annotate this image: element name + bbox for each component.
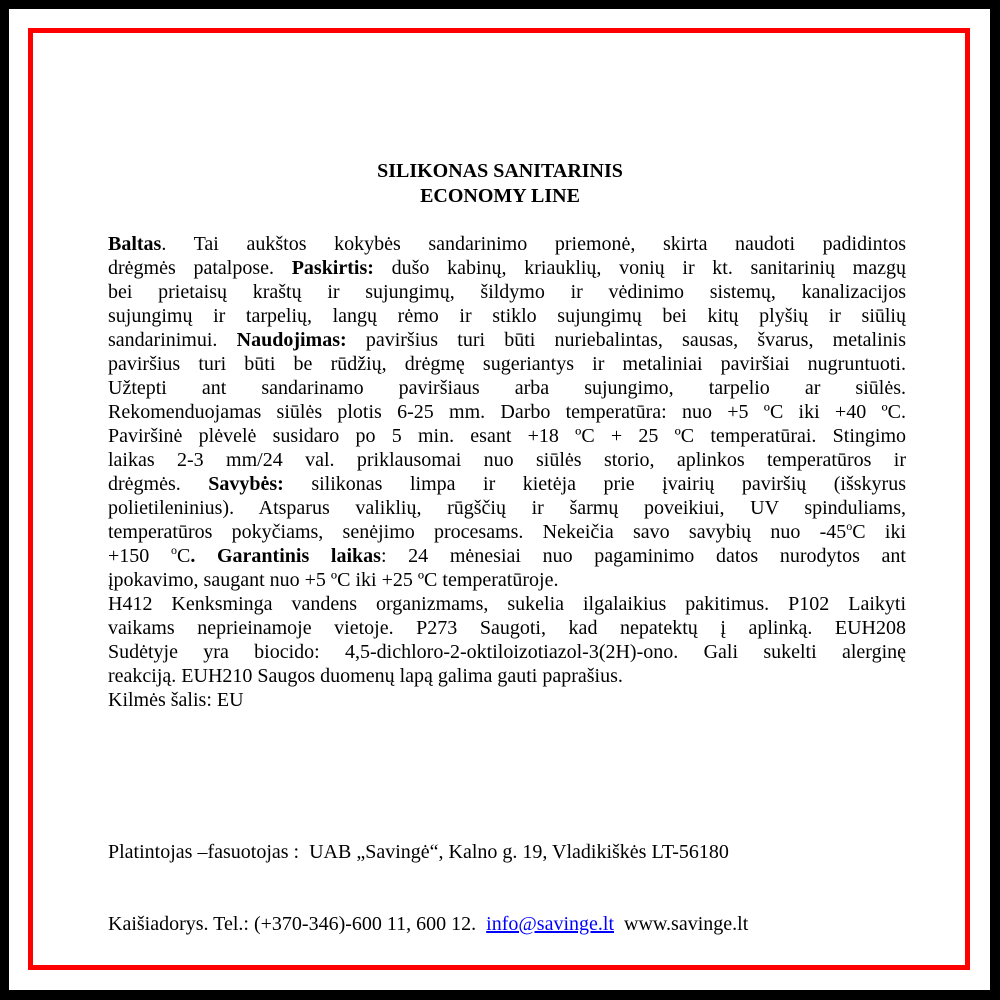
text-run: paviršius turi būti be rūdžių, drėgmę sugeriantys ir metaliniai paviršiai nugruntuoti. [108, 353, 906, 375]
email-link[interactable]: info@savinge.lt [486, 913, 615, 935]
product-title: SILIKONAS SANITARINIS [377, 160, 623, 182]
text-run: sujungimų ir tarpelių, langų rėmo ir stiklo sujungimų bei kitų plyšių ir siūlių [108, 305, 906, 327]
distributor-info [108, 792, 748, 960]
text-run: : 24 mėnesiai nuo pagaminimo datos nurodytos ant [380, 545, 906, 567]
text-run: drėgmės. [108, 473, 209, 495]
text-line [108, 544, 906, 568]
text-run: Sudėtyje yra biocido: 4,5-dichloro-2-oktiloizotiazol-3(2H)-ono. Gali sukelti alerginę [108, 641, 906, 663]
text-run: įpokavimo, saugant nuo +5 ºC iki +25 ºC temperatūroje. [108, 569, 559, 591]
text-line [108, 448, 906, 472]
text-run: H412 Kenksminga vandens organizmams, sukelia ilgalaikius pakitimus. P102 Laikyti [108, 593, 906, 615]
text-run: Rekomenduojamas siūlės plotis 6-25 mm. Darbo temperatūra: nuo +5 ºC iki +40 ºC. [108, 401, 906, 423]
text-run: paviršius turi būti nuriebalintas, sausas, švarus, metalinis [346, 329, 906, 351]
text-run: sandarinimui. [108, 329, 237, 351]
text-run: Užtepti ant sandarinamo paviršiaus arba sujungimo, tarpelio ar siūlės. [108, 377, 906, 399]
phone-text: Kaišiadorys. Tel.: (+370-346)-600 11, 600 12. [108, 913, 487, 935]
text-line [108, 520, 906, 544]
text-run: vaikams neprieinamoje vietoje. P273 Saugoti, kad nepatektų į aplinką. EUH208 [108, 617, 906, 639]
text-run: temperatūros pokyčiams, senėjimo procesams. Nekeičia savo savybių nuo -45 [108, 521, 847, 543]
text-run: Paskirtis: [291, 257, 374, 279]
text-line [108, 232, 906, 256]
text-run: +150 [108, 545, 171, 567]
text-line [108, 352, 906, 376]
text-run: . Garantinis laikas [190, 545, 381, 567]
text-run: C iki [852, 521, 907, 543]
text-run: drėgmės patalpose. [108, 257, 292, 279]
text-run: Paviršinė plėvelė susidaro po 5 min. esant +18 ºC + 25 ºC temperatūrai. Stingimo [108, 425, 906, 447]
text-line [108, 496, 906, 520]
text-line [108, 304, 906, 328]
distributor-line-1: Platintojas –fasuotojas : UAB „Savingė“, Kalno g. 19, Vladikiškės LT-56180 [108, 841, 729, 863]
text-line [108, 640, 906, 664]
text-run: silikonas limpa ir kietėja prie įvairių paviršių (išskyrus [283, 473, 906, 495]
text-line [108, 592, 906, 616]
text-line [108, 472, 906, 496]
text-run: polietileninius). Atsparus valiklių, rūgščių ir šarmų poveikiui, UV spinduliams, [108, 497, 906, 519]
website-text: www.savinge.lt [614, 913, 749, 935]
text-line [108, 688, 906, 712]
text-run: Kilmės šalis: EU [108, 689, 244, 711]
text-run: o [170, 543, 177, 557]
text-run: laikas 2-3 mm/24 val. priklausomai nuo siūlės storio, aplinkos temperatūros ir [108, 449, 906, 471]
text-line [108, 328, 906, 352]
text-line [108, 256, 906, 280]
text-line [108, 664, 906, 688]
text-run: o [846, 519, 853, 533]
text-run: Naudojimas: [236, 329, 347, 351]
text-run: Baltas [108, 233, 162, 255]
text-line [108, 400, 906, 424]
text-line [108, 616, 906, 640]
text-run: bei prietaisų kraštų ir sujungimų, šildymo ir vėdinimo sistemų, kanalizacijos [108, 281, 906, 303]
text-line [108, 424, 906, 448]
text-run: dušo kabinų, kriauklių, vonių ir kt. sanitarinių mazgų [373, 257, 906, 279]
distributor-line-2 [108, 912, 748, 936]
text-run: reakciją. EUH210 Saugos duomenų lapą galima gauti paprašius. [108, 665, 623, 687]
text-line [108, 280, 906, 304]
product-subtitle: ECONOMY LINE [420, 185, 580, 207]
text-run: C [176, 545, 191, 567]
text-run: . Tai aukštos kokybės sandarinimo priemonė, skirta naudoti padidintos [161, 233, 906, 255]
text-line [108, 376, 906, 400]
text-line [108, 568, 906, 592]
product-description [108, 232, 906, 712]
text-run: Savybės: [208, 473, 284, 495]
